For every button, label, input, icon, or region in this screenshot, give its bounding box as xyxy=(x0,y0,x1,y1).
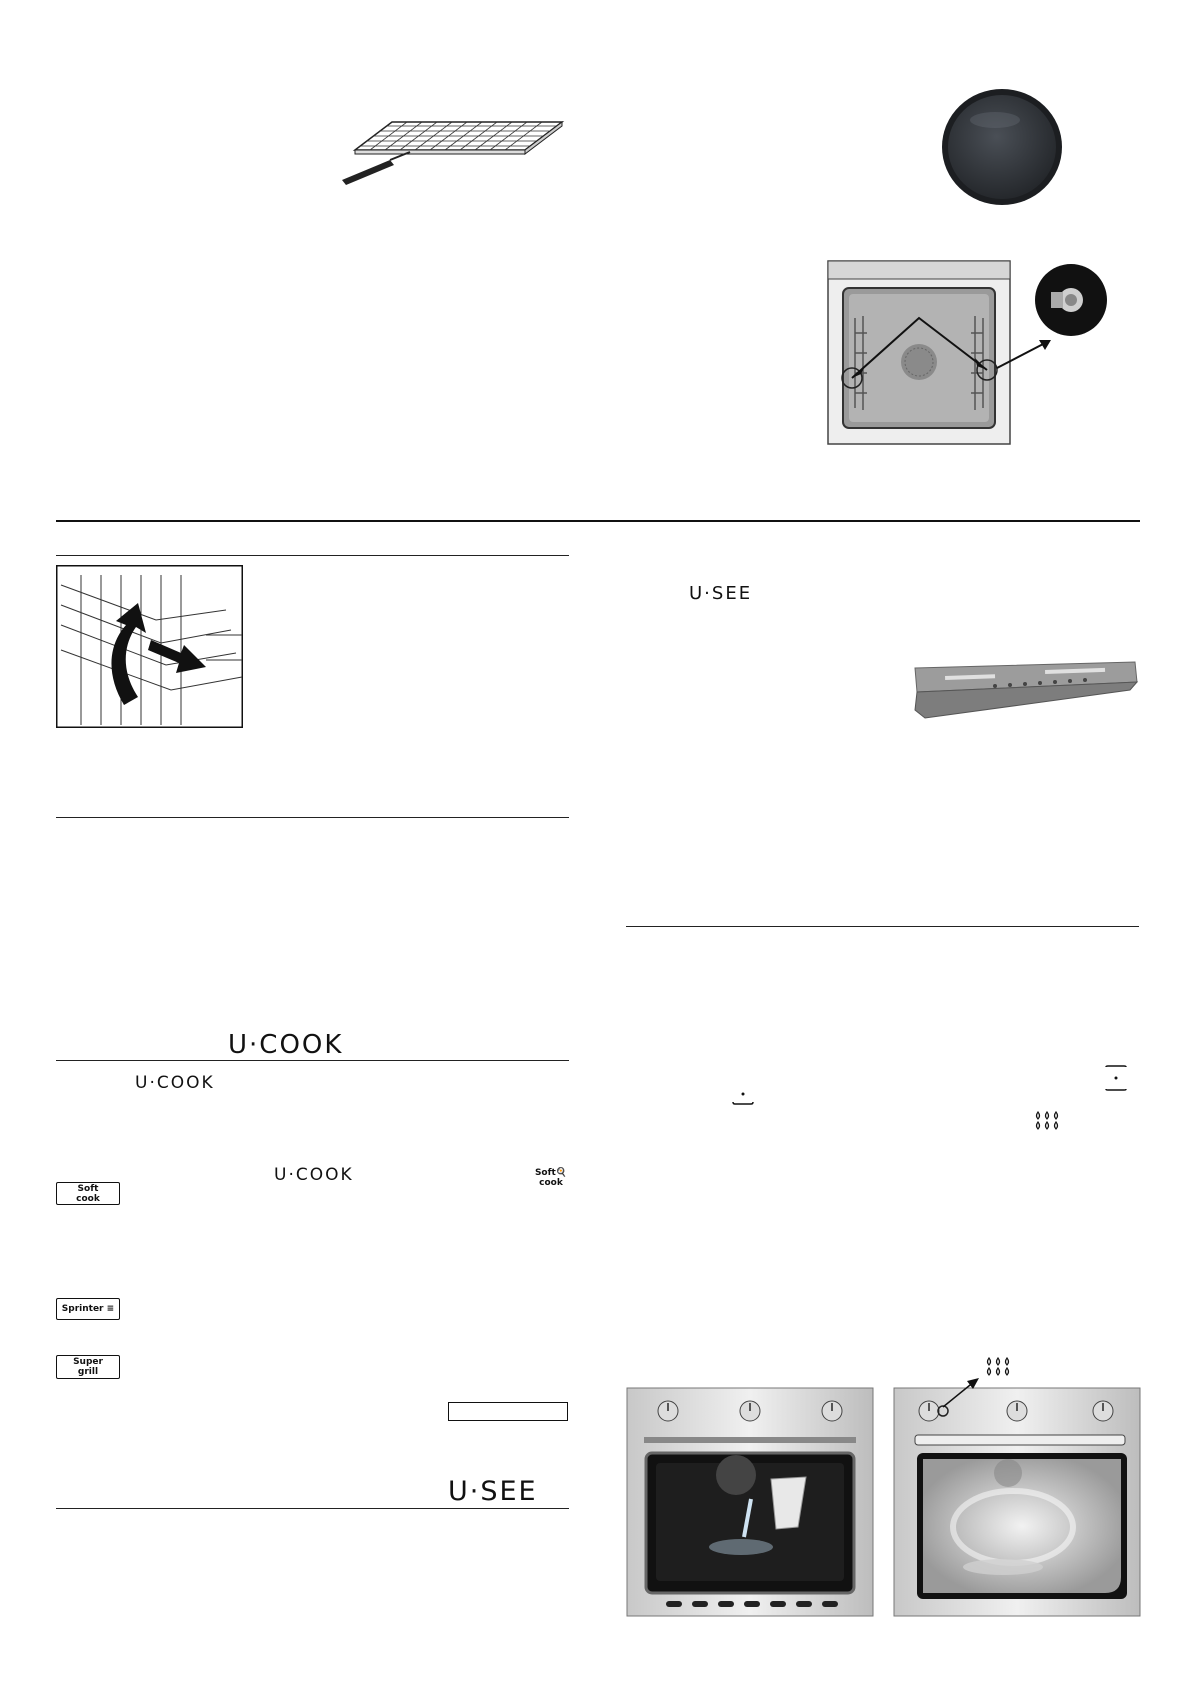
left-rule-4 xyxy=(56,1508,569,1509)
softcook-icon-small: Soft🍳 cook xyxy=(534,1168,568,1188)
right-rule-1 xyxy=(626,926,1139,927)
supergrill-badge: Super grill xyxy=(56,1355,120,1379)
wire-grill-image xyxy=(330,110,565,190)
empty-label-box xyxy=(448,1402,568,1421)
softcook-badge: Soft cook xyxy=(56,1182,120,1205)
oven-cavity-image xyxy=(825,258,1105,446)
left-rule-2 xyxy=(56,817,569,818)
left-rule-3 xyxy=(56,1060,569,1061)
usee-inline-logo: U·SEE xyxy=(689,583,753,604)
usee-heading-logo: U·SEE xyxy=(448,1476,538,1507)
top-bottom-element-icon xyxy=(1104,1065,1128,1091)
ucook-inline-logo-2: U·COOK xyxy=(274,1165,354,1185)
ucook-inline-logo-1: U·COOK xyxy=(135,1073,215,1093)
bottom-element-icon xyxy=(731,1090,755,1106)
section-divider xyxy=(56,520,1140,522)
oven-steam-image xyxy=(893,1387,1141,1617)
oven2-steam-icon xyxy=(985,1356,1011,1378)
steam-drops-icon xyxy=(1034,1110,1060,1132)
sprinter-badge: Sprinter ≡ xyxy=(56,1298,120,1320)
round-tray-image xyxy=(940,85,1065,210)
oven-pouring-water-image xyxy=(626,1387,874,1617)
left-rule-1 xyxy=(56,555,569,556)
water-tray-image xyxy=(905,660,1140,725)
ucook-heading-logo: U·COOK xyxy=(228,1030,344,1060)
shelf-removal-image xyxy=(56,565,243,728)
